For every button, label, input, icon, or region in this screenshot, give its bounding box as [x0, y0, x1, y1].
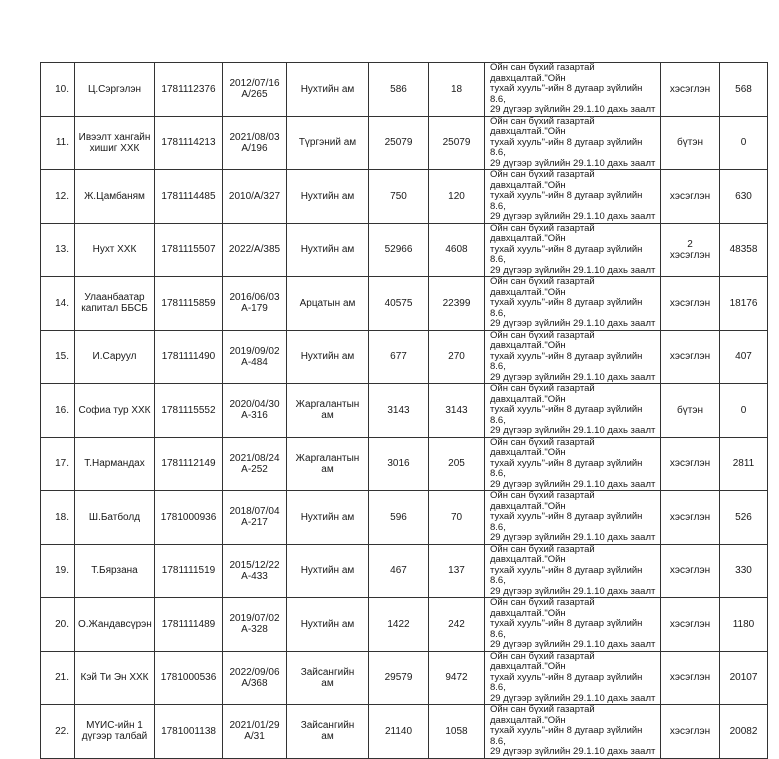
- cell-location: [287, 437, 369, 491]
- cell-location-line: ам: [321, 731, 334, 743]
- cell-location-line: ам: [321, 677, 334, 689]
- cell-note-line: тухай хууль"-ийн 8 дугаар зүйлийн 8.6,: [490, 725, 643, 747]
- cell-note-line: 29 дүгээр зүйлийн 29.1.10 дахь заалт: [490, 104, 656, 115]
- cell-date: [223, 598, 287, 652]
- cell-date-line: А-328: [241, 624, 268, 636]
- cell-location-line: Нухтийн ам: [300, 565, 355, 577]
- cell-location-line: Жаргалантын: [295, 452, 360, 464]
- cell-note-line: Ойн сан бүхий газартай давхцалтай."Ойн: [490, 704, 595, 726]
- cell-amount: 330: [720, 544, 768, 598]
- cell-amount: 407: [720, 330, 768, 384]
- cell-code: 1781111519: [155, 544, 223, 598]
- cell-date-line: 2018/07/04: [229, 506, 280, 518]
- cell-status-line: бүтэн: [677, 404, 703, 416]
- cell-status-line: хэсэглэн: [669, 190, 711, 202]
- cell-area-overlap: 270: [429, 330, 485, 384]
- cell-status: [661, 223, 720, 277]
- cell-note-line: тухай хууль"-ийн 8 дугаар зүйлийн 8.6,: [490, 83, 643, 105]
- cell-area-total: 3143: [369, 384, 429, 438]
- cell-number: 20.: [41, 598, 75, 652]
- cell-status-line: хэсэглэн: [669, 351, 711, 363]
- cell-name-line: И.Саруул: [92, 351, 137, 363]
- cell-note-line: Ойн сан бүхий газартай давхцалтай."Ойн: [490, 62, 595, 84]
- table-body: [41, 63, 768, 759]
- cell-area-total: 467: [369, 544, 429, 598]
- cell-note-line: тухай хууль"-ийн 8 дугаар зүйлийн 8.6,: [490, 190, 643, 212]
- cell-name-line: капитал ББСБ: [81, 303, 148, 315]
- cell-location: [287, 491, 369, 545]
- cell-area-overlap: 120: [429, 170, 485, 224]
- cell-amount: 2811: [720, 437, 768, 491]
- cell-note: [485, 330, 661, 384]
- cell-note-line: тухай хууль"-ийн 8 дугаар зүйлийн 8.6,: [490, 618, 643, 640]
- cell-location-line: Нухтийн ам: [300, 190, 355, 202]
- cell-area-total: 52966: [369, 223, 429, 277]
- cell-name-line: Т.Нармандах: [84, 458, 145, 470]
- cell-note-line: 29 дүгээр зүйлийн 29.1.10 дахь заалт: [490, 264, 656, 276]
- cell-amount: 18176: [720, 277, 768, 331]
- cell-amount: 0: [720, 116, 768, 170]
- cell-status: [661, 651, 720, 705]
- cell-date: [223, 491, 287, 545]
- cell-date-line: 2016/06/03: [229, 292, 280, 304]
- cell-area-overlap: 1058: [429, 705, 485, 759]
- cell-location-line: Нухтийн ам: [300, 618, 355, 630]
- cell-area-total: 586: [369, 63, 429, 117]
- table-row: [41, 63, 768, 117]
- cell-status-line: хэсэглэн: [669, 83, 711, 95]
- cell-date-line: 2019/09/02: [229, 345, 280, 357]
- cell-date-line: А-433: [241, 570, 268, 582]
- cell-note-line: тухай хууль"-ийн 8 дугаар зүйлийн 8.6,: [490, 564, 643, 586]
- cell-area-total: 1422: [369, 598, 429, 652]
- cell-note-line: Ойн сан бүхий газартай давхцалтай."Ойн: [490, 597, 595, 619]
- cell-date-line: А/31: [244, 731, 265, 743]
- cell-location: [287, 330, 369, 384]
- cell-location: [287, 384, 369, 438]
- cell-date-line: 2012/07/16: [229, 78, 280, 90]
- cell-date: [223, 223, 287, 277]
- cell-area-total: 677: [369, 330, 429, 384]
- cell-date-line: 2015/12/22: [229, 559, 280, 571]
- table-row: [41, 116, 768, 170]
- cell-note: [485, 437, 661, 491]
- cell-date-line: А/368: [241, 677, 268, 689]
- cell-note-line: Ойн сан бүхий газартай давхцалтай."Ойн: [490, 437, 595, 458]
- cell-number: 10.: [41, 63, 75, 117]
- cell-date-line: 2020/04/30: [229, 399, 280, 411]
- cell-date-line: А/196: [241, 142, 268, 154]
- cell-date: [223, 384, 287, 438]
- cell-number: 21.: [41, 651, 75, 705]
- cell-note: [485, 491, 661, 545]
- cell-note: [485, 116, 661, 170]
- cell-date-line: А-316: [241, 410, 268, 422]
- table-row: [41, 598, 768, 652]
- cell-date-line: А-217: [241, 517, 268, 529]
- cell-name: [75, 277, 155, 331]
- table-row: [41, 223, 768, 277]
- cell-status: [661, 437, 720, 491]
- cell-status-line: 2: [687, 238, 693, 250]
- cell-area-total: 25079: [369, 116, 429, 170]
- cell-area-overlap: 3143: [429, 384, 485, 438]
- cell-name: [75, 491, 155, 545]
- cell-code: 1781001138: [155, 705, 223, 759]
- table-row: [41, 651, 768, 705]
- cell-name: [75, 437, 155, 491]
- cell-location-line: Нухтийн ам: [300, 511, 355, 523]
- cell-code: 1781115552: [155, 384, 223, 438]
- cell-location-line: Түргэний ам: [298, 137, 357, 149]
- cell-note-line: Ойн сан бүхий газартай давхцалтай."Ойн: [490, 651, 595, 672]
- cell-status: [661, 598, 720, 652]
- cell-note-line: Ойн сан бүхий газартай давхцалтай."Ойн: [490, 169, 595, 191]
- land-table: [40, 62, 768, 759]
- cell-note: [485, 170, 661, 224]
- cell-date-line: А-252: [241, 463, 268, 475]
- cell-note-line: тухай хууль"-ийн 8 дугаар зүйлийн 8.6,: [490, 404, 643, 426]
- cell-number: 15.: [41, 330, 75, 384]
- cell-number: 14.: [41, 277, 75, 331]
- cell-status-line: хэсэглэн: [669, 725, 711, 737]
- cell-note-line: 29 дүгээр зүйлийн 29.1.10 дахь заалт: [490, 585, 656, 597]
- cell-name: [75, 651, 155, 705]
- table-row: [41, 277, 768, 331]
- cell-date-line: 2022/09/06: [229, 666, 280, 678]
- cell-date-line: 2021/08/24: [229, 452, 280, 464]
- cell-code: 1781000936: [155, 491, 223, 545]
- cell-code: 1781000536: [155, 651, 223, 705]
- cell-name: [75, 223, 155, 277]
- cell-note-line: 29 дүгээр зүйлийн 29.1.10 дахь заалт: [490, 746, 656, 757]
- cell-date: [223, 437, 287, 491]
- table-row: [41, 705, 768, 759]
- cell-note-line: 29 дүгээр зүйлийн 29.1.10 дахь заалт: [490, 157, 656, 169]
- cell-date-line: 2021/01/29: [229, 720, 280, 732]
- cell-note-line: 29 дүгээр зүйлийн 29.1.10 дахь заалт: [490, 318, 656, 329]
- cell-status: [661, 170, 720, 224]
- cell-name-line: Ивээлт хангайн: [78, 131, 151, 143]
- cell-location: [287, 598, 369, 652]
- cell-location-line: Зайсангийн: [300, 666, 355, 678]
- cell-note-line: 29 дүгээр зүйлийн 29.1.10 дахь заалт: [490, 692, 656, 704]
- cell-amount: 526: [720, 491, 768, 545]
- cell-amount: 0: [720, 384, 768, 438]
- cell-code: 1781112149: [155, 437, 223, 491]
- cell-location-line: Нухтийн ам: [300, 83, 355, 95]
- cell-location-line: Нухтийн ам: [300, 351, 355, 363]
- table-row: [41, 491, 768, 545]
- cell-area-total: 596: [369, 491, 429, 545]
- cell-note-line: Ойн сан бүхий газартай давхцалтай."Ойн: [490, 544, 595, 565]
- cell-note-line: тухай хууль"-ийн 8 дугаар зүйлийн 8.6,: [490, 671, 643, 693]
- cell-note-line: тухай хууль"-ийн 8 дугаар зүйлийн 8.6,: [490, 136, 643, 158]
- table-row: [41, 437, 768, 491]
- cell-date: [223, 170, 287, 224]
- cell-date-line: 2010/А/327: [228, 190, 281, 202]
- cell-amount: 1180: [720, 598, 768, 652]
- cell-status-line: хэсэглэн: [669, 618, 711, 630]
- cell-name-line: хишиг ХХК: [89, 142, 140, 154]
- cell-code: 1781111489: [155, 598, 223, 652]
- cell-note-line: Ойн сан бүхий газартай давхцалтай."Ойн: [490, 490, 595, 512]
- cell-name-line: Кэй Ти Эн ХХК: [80, 672, 149, 684]
- cell-status: [661, 705, 720, 759]
- cell-number: 16.: [41, 384, 75, 438]
- cell-location: [287, 170, 369, 224]
- cell-status: [661, 116, 720, 170]
- cell-location-line: Жаргалантын: [295, 399, 360, 411]
- cell-note-line: 29 дүгээр зүйлийн 29.1.10 дахь заалт: [490, 478, 656, 490]
- cell-status: [661, 491, 720, 545]
- cell-location: [287, 277, 369, 331]
- cell-area-overlap: 22399: [429, 277, 485, 331]
- cell-amount: 20082: [720, 705, 768, 759]
- cell-date: [223, 63, 287, 117]
- cell-note: [485, 384, 661, 438]
- cell-code: 1781111490: [155, 330, 223, 384]
- cell-area-overlap: 242: [429, 598, 485, 652]
- cell-name-line: О.Жандавсүрэн: [78, 618, 152, 630]
- cell-number: 11.: [41, 116, 75, 170]
- cell-note-line: тухай хууль"-ийн 8 дугаар зүйлийн 8.6,: [490, 457, 643, 479]
- cell-number: 12.: [41, 170, 75, 224]
- cell-status-line: хэсэглэн: [669, 458, 711, 470]
- cell-note: [485, 598, 661, 652]
- cell-note-line: Ойн сан бүхий газартай давхцалтай."Ойн: [490, 223, 595, 244]
- cell-status-line: хэсэглэн: [669, 249, 711, 261]
- cell-note-line: 29 дүгээр зүйлийн 29.1.10 дахь заалт: [490, 425, 656, 436]
- cell-note-line: тухай хууль"-ийн 8 дугаар зүйлийн 8.6,: [490, 243, 643, 265]
- table-row: [41, 384, 768, 438]
- cell-area-total: 750: [369, 170, 429, 224]
- cell-location: [287, 63, 369, 117]
- cell-name: [75, 116, 155, 170]
- cell-area-overlap: 70: [429, 491, 485, 545]
- cell-note-line: 29 дүгээр зүйлийн 29.1.10 дахь заалт: [490, 639, 656, 650]
- cell-date-line: А-484: [241, 356, 268, 368]
- cell-date: [223, 330, 287, 384]
- cell-date-line: А-179: [241, 303, 268, 315]
- cell-date-line: А/265: [241, 89, 268, 101]
- cell-location: [287, 705, 369, 759]
- cell-note-line: Ойн сан бүхий газартай давхцалтай."Ойн: [490, 383, 595, 405]
- cell-area-total: 29579: [369, 651, 429, 705]
- cell-note: [485, 651, 661, 705]
- cell-note-line: тухай хууль"-ийн 8 дугаар зүйлийн 8.6,: [490, 350, 643, 372]
- cell-status: [661, 384, 720, 438]
- cell-name-line: Улаанбаатар: [84, 292, 145, 304]
- cell-name-line: Ш.Батболд: [88, 511, 141, 523]
- cell-note: [485, 277, 661, 331]
- cell-date: [223, 651, 287, 705]
- cell-location: [287, 116, 369, 170]
- cell-area-overlap: 137: [429, 544, 485, 598]
- cell-amount: 630: [720, 170, 768, 224]
- cell-note-line: тухай хууль"-ийн 8 дугаар зүйлийн 8.6,: [490, 297, 643, 319]
- cell-status: [661, 330, 720, 384]
- cell-name: [75, 384, 155, 438]
- cell-location-line: Нухтийн ам: [300, 244, 355, 256]
- cell-note: [485, 544, 661, 598]
- cell-code: 1781114213: [155, 116, 223, 170]
- cell-name-line: Нухт ХХК: [92, 244, 137, 256]
- cell-location-line: ам: [321, 410, 334, 422]
- cell-number: 22.: [41, 705, 75, 759]
- cell-note-line: тухай хууль"-ийн 8 дугаар зүйлийн 8.6,: [490, 511, 643, 533]
- cell-status-line: хэсэглэн: [669, 511, 711, 523]
- cell-name: [75, 544, 155, 598]
- cell-amount: 48358: [720, 223, 768, 277]
- cell-location: [287, 544, 369, 598]
- cell-location-line: Зайсангийн: [300, 720, 355, 732]
- cell-area-overlap: 205: [429, 437, 485, 491]
- cell-date: [223, 116, 287, 170]
- cell-status: [661, 63, 720, 117]
- cell-code: 1781114485: [155, 170, 223, 224]
- cell-name: [75, 170, 155, 224]
- cell-status: [661, 277, 720, 331]
- cell-number: 13.: [41, 223, 75, 277]
- cell-status: [661, 544, 720, 598]
- table-row: [41, 544, 768, 598]
- cell-date: [223, 705, 287, 759]
- cell-name-line: дүгээр талбай: [81, 731, 148, 743]
- cell-area-total: 21140: [369, 705, 429, 759]
- cell-code: 1781112376: [155, 63, 223, 117]
- cell-location-line: Арцатын ам: [299, 297, 356, 309]
- cell-number: 18.: [41, 491, 75, 545]
- cell-name: [75, 598, 155, 652]
- cell-number: 17.: [41, 437, 75, 491]
- cell-amount: 20107: [720, 651, 768, 705]
- cell-note-line: Ойн сан бүхий газартай давхцалтай."Ойн: [490, 276, 595, 298]
- cell-code: 1781115507: [155, 223, 223, 277]
- cell-name: [75, 330, 155, 384]
- cell-note-line: Ойн сан бүхий газартай давхцалтай."Ойн: [490, 116, 595, 137]
- cell-date-line: 2019/07/02: [229, 613, 280, 625]
- cell-note-line: 29 дүгээр зүйлийн 29.1.10 дахь заалт: [490, 532, 656, 543]
- cell-area-overlap: 18: [429, 63, 485, 117]
- cell-status-line: хэсэглэн: [669, 297, 711, 309]
- cell-date-line: 2022/А/385: [228, 244, 281, 256]
- cell-note-line: 29 дүгээр зүйлийн 29.1.10 дахь заалт: [490, 371, 656, 383]
- cell-number: 19.: [41, 544, 75, 598]
- cell-note-line: 29 дүгээр зүйлийн 29.1.10 дахь заалт: [490, 211, 656, 222]
- cell-name-line: Т.Бярзана: [91, 565, 138, 577]
- table-row: [41, 170, 768, 224]
- cell-name-line: Ж.Цамбаням: [84, 190, 145, 202]
- cell-status-line: бүтэн: [677, 137, 703, 149]
- cell-location-line: ам: [321, 463, 334, 475]
- cell-name-line: Софиа тур ХХК: [78, 404, 151, 416]
- cell-name: [75, 63, 155, 117]
- cell-note-line: Ойн сан бүхий газартай давхцалтай."Ойн: [490, 330, 595, 351]
- cell-note: [485, 223, 661, 277]
- cell-name: [75, 705, 155, 759]
- cell-date: [223, 544, 287, 598]
- cell-name-line: МҮИС-ийн 1: [86, 720, 143, 732]
- cell-name-line: Ц.Сэргэлэн: [87, 83, 142, 95]
- cell-area-total: 3016: [369, 437, 429, 491]
- cell-date: [223, 277, 287, 331]
- cell-note: [485, 63, 661, 117]
- cell-status-line: хэсэглэн: [669, 672, 711, 684]
- cell-area-total: 40575: [369, 277, 429, 331]
- cell-location: [287, 223, 369, 277]
- cell-amount: 568: [720, 63, 768, 117]
- cell-status-line: хэсэглэн: [669, 565, 711, 577]
- cell-area-overlap: 4608: [429, 223, 485, 277]
- cell-code: 1781115859: [155, 277, 223, 331]
- cell-date-line: 2021/08/03: [229, 131, 280, 143]
- cell-area-overlap: 25079: [429, 116, 485, 170]
- cell-area-overlap: 9472: [429, 651, 485, 705]
- cell-note: [485, 705, 661, 759]
- table-row: [41, 330, 768, 384]
- cell-location: [287, 651, 369, 705]
